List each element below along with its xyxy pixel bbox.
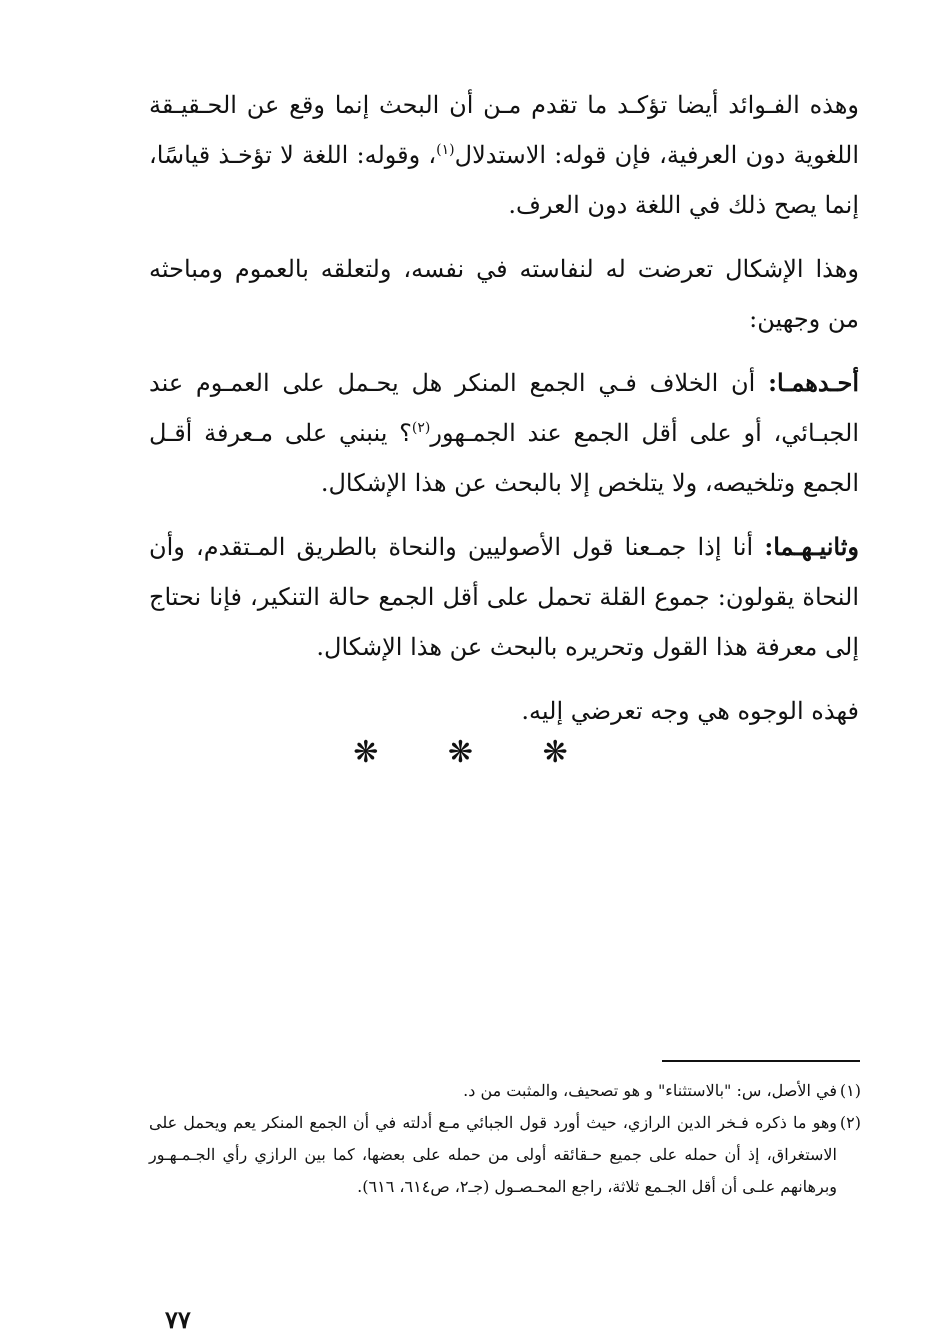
page-number: ٧٧ xyxy=(165,1305,191,1334)
paragraph-1 xyxy=(149,80,859,230)
paragraph-text: وهذه الفـوائد أيضا تؤكـد ما تقدم مـن أن البحث إنما وقع عن الحـقيـقة اللغوية دون العرفية، فإن قوله: الاستدلال xyxy=(149,91,859,169)
footnote-separator xyxy=(662,1060,860,1062)
paragraph-2 xyxy=(149,244,859,344)
paragraph-4 xyxy=(149,522,859,672)
paragraph-3 xyxy=(149,358,859,508)
footnote-number: (١) xyxy=(839,1081,861,1100)
paragraph-text: فهذه الوجوه هي وجه تعرضي إليه. xyxy=(521,697,859,725)
footnotes xyxy=(149,1075,859,1203)
paragraph-lead: وثانيـهـما: xyxy=(764,532,860,561)
footnote-ref-1[interactable]: (١) xyxy=(436,142,455,158)
paragraph-lead: أحـدهمـا: xyxy=(768,368,859,397)
paragraph-5 xyxy=(149,686,859,736)
footnote-1 xyxy=(149,1075,859,1107)
paragraph-text: أنا إذا جمـعنا قول الأصوليين والنحاة بالطريق المـتقدم، وأن النحاة يقولون: جموع القلة تحمل على أقل الجمع حالة التنكير، فإنا نحتاج إلى معرفة هذا القول وتحريره بالبحث عن هذا الإشكال. xyxy=(149,533,859,661)
paragraph-text-continued: ، وقوله: اللغة لا تؤخـذ قياسًا، إنما يصح ذلك في اللغة دون العرف. xyxy=(149,141,859,219)
footnote-text: في الأصل، س: "بالاستثناء" و هو تصحيف، والمثبت من د. xyxy=(463,1081,837,1100)
footnote-2 xyxy=(149,1107,859,1203)
paragraph-text: وهذا الإشكال تعرضت له لنفاسته في نفسه، ولتعلقه بالعموم ومباحثه من وجهين: xyxy=(149,255,859,333)
paragraph-text: أن الخلاف فـي الجمع المنكر هل يحـمل على العمـوم عند الجبـائي، أو على أقل الجمع عند الجمـهور xyxy=(149,369,860,447)
paragraph-text-continued: ؟ ينبني على مـعرفة أقـل الجمع وتلخيصه، ولا يتلخص إلا بالبحث عن هذا الإشكال. xyxy=(149,419,859,497)
footnote-ref-2[interactable]: (٢) xyxy=(411,420,431,436)
section-ornament: ❋ ❋ ❋ xyxy=(353,735,598,770)
main-text xyxy=(149,80,859,750)
footnote-text: وهو ما ذكره فـخر الدين الرازي، حيث أورد قول الجبائي مـع أدلته في أن الجمع المنكر يعم ويحمل على الاستغراق، إذ أن حمله على جميع حـقائقه أولى من حمله على بعضها، كما بين الرازي رأي الجـمـهـور وبرهانهم علـى أن أقل الجـمع ثلاثة، راجع المحـصـول (جـ٢، ص٦١٤، ٦١٦). xyxy=(149,1113,838,1196)
footnote-number: (٢) xyxy=(839,1113,861,1132)
